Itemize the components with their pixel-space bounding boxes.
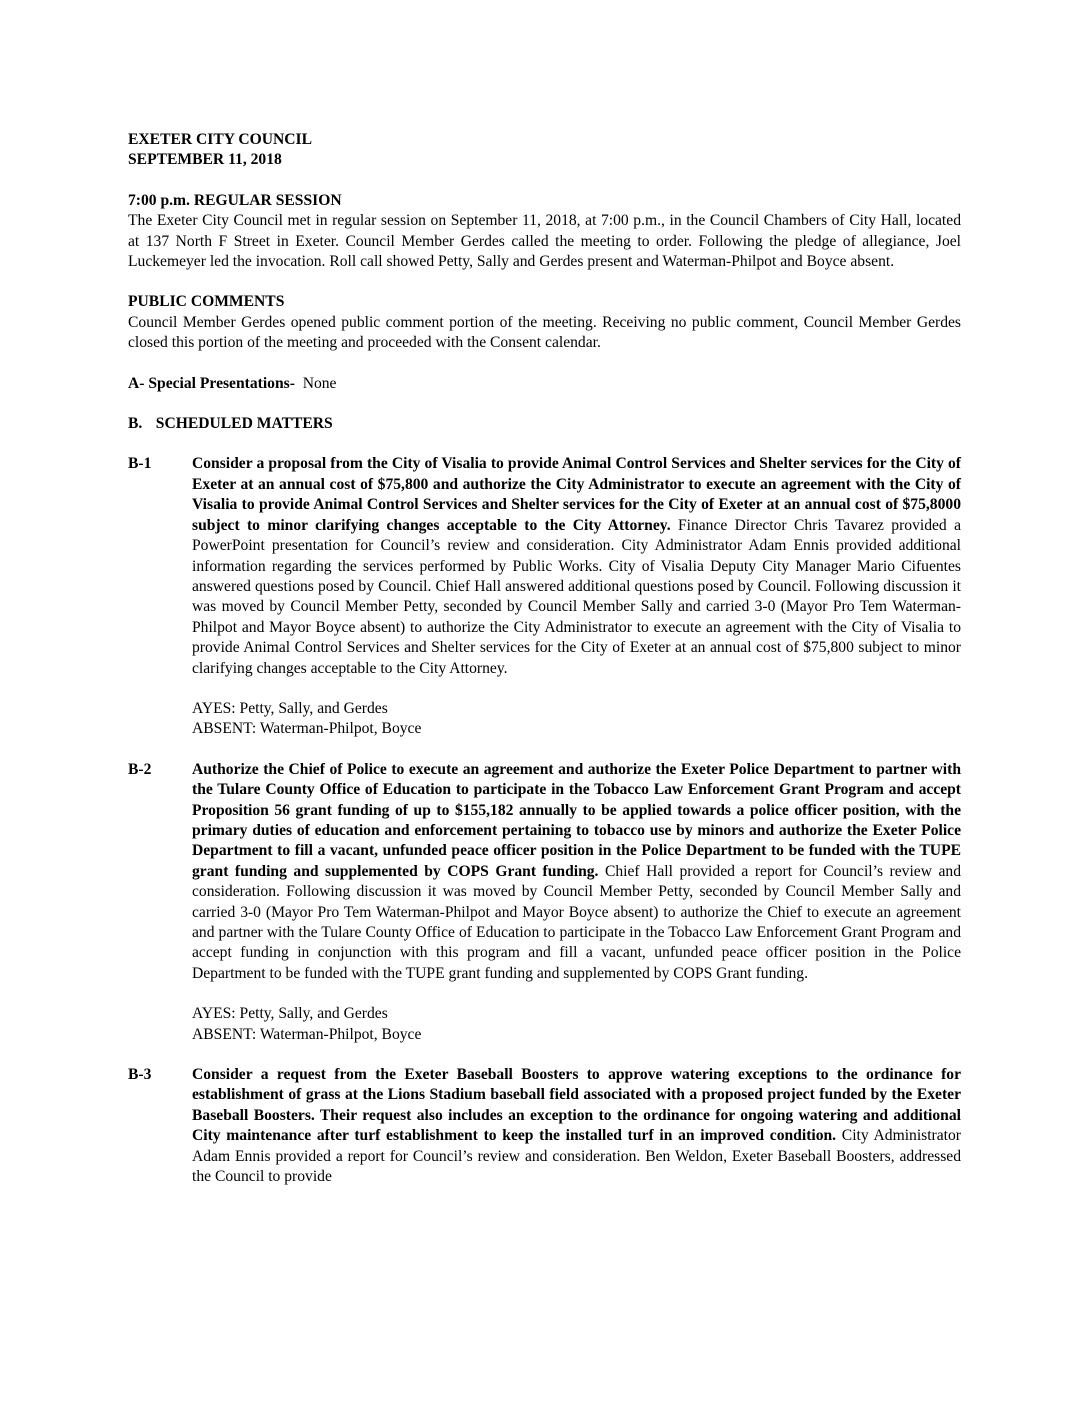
agenda-item-motion: Consider a proposal from the City of Visalia to provide Animal Control Services and Shelter services for the City of Exeter at an annual cost of $75,800 and authorize the City Administrator to execute an agreement with the City of Visalia to provide Animal Control Services and Shelter services for the City of Exeter at an annual cost of $75,8000 subject to minor clarifying changes acceptable to the City Attorney. (192, 455, 961, 534)
regular-session-title: 7:00 p.m. REGULAR SESSION (128, 191, 342, 209)
absent-line: ABSENT: Waterman-Philpot, Boyce (192, 1025, 422, 1043)
public-comments-section (128, 292, 961, 353)
absent-line: ABSENT: Waterman-Philpot, Boyce (192, 720, 422, 738)
agenda-item-discussion: City Administrator Adam Ennis provided a report for Council’s review and consideration. Ben Weldon, Exeter Baseball Boosters, addressed the Council to provide (192, 1127, 961, 1186)
public-comments-title: PUBLIC COMMENTS (128, 293, 285, 311)
public-comments-body: Council Member Gerdes opened public comment portion of the meeting. Receiving no public comment, Council Member Gerdes closed this portion of the meeting and proceeded with the Consent calendar. (128, 313, 961, 352)
agenda-item-number: B-3 (128, 1066, 152, 1084)
special-presentations-label: A- Special Presentations- (128, 374, 295, 392)
regular-session-section (128, 191, 961, 273)
special-presentations (128, 374, 961, 394)
agenda-item-body (192, 454, 961, 678)
regular-session-body: The Exeter City Council met in regular session on September 11, 2018, at 7:00 p.m., in the Council Chambers of City Hall, located at 137 North F Street in Exeter. Council Member Gerdes called the meeting to order. Following the pledge of allegiance, Joel Luckemeyer led the invocation. Roll call showed Petty, Sally and Gerdes present and Waterman-Philpot and Boyce absent. (128, 212, 961, 271)
scheduled-matters-label: SCHEDULED MATTERS (155, 415, 333, 433)
agenda-item-number: B-2 (128, 760, 152, 778)
scheduled-matters-title (128, 414, 961, 434)
agenda-item-b2 (128, 760, 961, 984)
minutes-page (128, 130, 961, 1187)
scheduled-matters-letter: B. (128, 415, 143, 433)
agenda-item-number: B-1 (128, 455, 152, 473)
agenda-item-motion: Consider a request from the Exeter Baseball Boosters to approve watering exceptions to the ordinance for establishment of grass at the Lions Stadium baseball field associated with a proposed project funded by the Exeter Baseball Boosters. Their request also includes an exception to the ordinance for ongoing watering and additional City maintenance after turf establishment to keep the installed turf in an improved condition. (192, 1066, 961, 1145)
vote-record-b2 (128, 1004, 961, 1045)
agenda-item-b1 (128, 454, 961, 678)
agenda-item-discussion: Chief Hall provided a report for Council’s review and consideration. Following discussion it was moved by Council Member Petty, seconded by Council Member Sally and carried 3-0 (Mayor Pro Tem Waterman-Philpot and Mayor Boyce absent) to authorize the Chief to execute an agreement and partner with the Tulare County Office of Education to participate in the Tobacco Law Enforcement Grant Program and accept funding in conjunction with this program and fill a vacant, unfunded peace officer position in the Police Department to be funded with the TUPE grant funding and supplemented by COPS Grant funding. (192, 862, 961, 982)
meeting-date: SEPTEMBER 11, 2018 (128, 151, 282, 169)
vote-record-b1 (128, 699, 961, 740)
agenda-item-discussion: Finance Director Chris Tavarez provided a PowerPoint presentation for Council’s review and consideration. City Administrator Adam Ennis provided additional information regarding the services performed by Public Works. City of Visalia Deputy City Manager Mario Cifuentes answered questions posed by Council. Chief Hall answered additional questions posed by Council. Following discussion it was moved by Council Member Petty, seconded by Council Member Sally and carried 3-0 (Mayor Pro Tem Waterman-Philpot and Mayor Boyce absent) to authorize the City Administrator to execute an agreement with the City of Visalia to provide Animal Control Services and Shelter services for the City of Exeter at an annual cost of $75,800 subject to minor clarifying changes acceptable to the City Attorney. (192, 516, 961, 677)
ayes-line: AYES: Petty, Sally, and Gerdes (192, 699, 388, 717)
special-presentations-value: None (302, 374, 337, 392)
document-header (128, 130, 961, 171)
agenda-item-motion: Authorize the Chief of Police to execute an agreement and authorize the Exeter Police Department to partner with the Tulare County Office of Education to participate in the Tobacco Law Enforcement Grant Program and accept Proposition 56 grant funding of up to $155,182 annually to be applied towards a police officer position, with the primary duties of education and enforcement pertaining to tobacco use by minors and authorize the Exeter Police Department to fill a vacant, unfunded peace officer position in the Police Department to be funded with the TUPE grant funding and supplemented by COPS Grant funding. (192, 760, 961, 880)
agenda-item-body (192, 760, 961, 984)
council-name: EXETER CITY COUNCIL (128, 131, 312, 148)
agenda-item-b3 (128, 1065, 961, 1187)
agenda-item-body (192, 1065, 961, 1187)
ayes-line: AYES: Petty, Sally, and Gerdes (192, 1005, 388, 1023)
